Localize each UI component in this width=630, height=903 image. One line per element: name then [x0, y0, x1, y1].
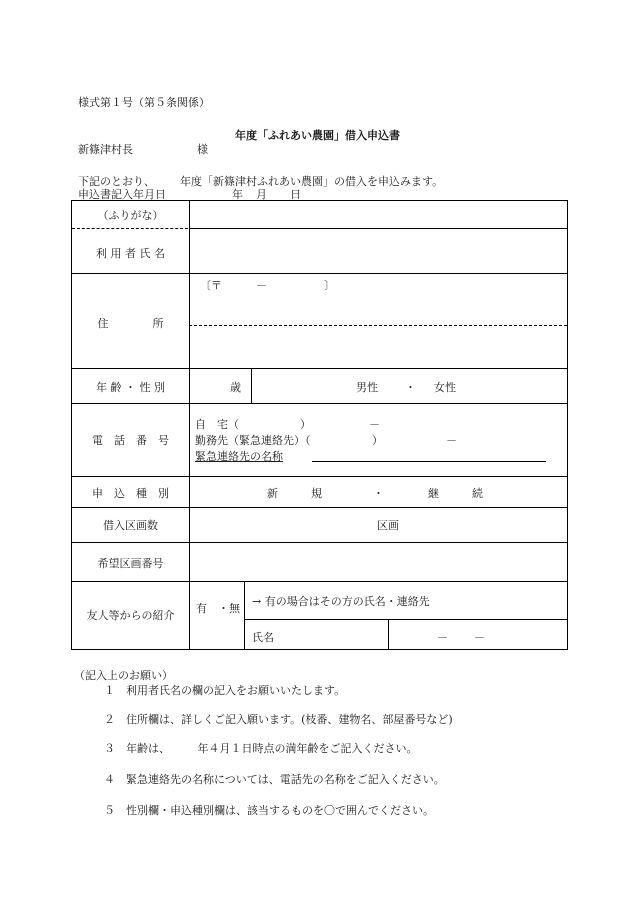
referral-divider	[244, 619, 567, 620]
type-new: 新 規	[267, 487, 322, 500]
address-divider	[189, 325, 567, 326]
row-divider	[72, 476, 567, 477]
phone-home-label: 自 宅（	[195, 418, 239, 431]
age-unit: 歳	[230, 381, 241, 394]
form-number: 様式第１号（第５条関係）	[78, 96, 210, 109]
intro-text: 年度「新篠津村ふれあい農園」の借入を申込みます。	[180, 175, 444, 188]
label-column-divider	[189, 201, 190, 649]
row-divider	[72, 273, 567, 274]
age-sex-label: 年 齢 ・ 性 別	[96, 381, 165, 394]
sex-separator: ・	[405, 381, 416, 394]
type-renewal: 継 続	[428, 487, 483, 500]
addressee: 新篠津村長	[78, 143, 133, 156]
phone-work-dash: －	[446, 434, 457, 447]
application-table	[71, 200, 568, 650]
referral-dash-2: －	[474, 631, 485, 644]
plots-count-label: 借入区画数	[103, 519, 158, 532]
desired-plot-label: 希望区画番号	[97, 557, 164, 570]
type-separator: ・	[373, 487, 384, 500]
note-item: １ 利用者氏名の欄の記入をお願いいたします。	[104, 684, 346, 697]
note-item: ３ 年齢は、 年４月１日時点の満年齢をご記入ください。	[104, 742, 418, 755]
address-label: 住 所	[97, 317, 164, 330]
row-divider	[72, 581, 567, 582]
emergency-contact-name-label: 緊急連絡先の名称	[195, 450, 283, 463]
form-title: 年度「ふれあい農園」借入申込書	[235, 129, 400, 142]
note-item: ５ 性別欄・申込種別欄は、該当するものを〇で囲んでください。	[104, 804, 434, 817]
phone-home-dash: －	[369, 418, 380, 431]
referral-choice: 有 ・無	[196, 602, 240, 615]
date-day-label: 日	[290, 188, 301, 201]
application-type-label: 申 込 種 別	[92, 487, 169, 500]
referral-label: 友人等からの紹介	[86, 609, 175, 622]
referral-note: → 有の場合はその方の氏名・連絡先	[252, 595, 430, 608]
row-divider	[72, 507, 567, 508]
referral-name-divider	[388, 619, 389, 649]
postal-dash: －	[256, 279, 267, 292]
age-divider	[251, 368, 252, 403]
row-divider	[72, 542, 567, 543]
row-divider	[72, 368, 567, 369]
note-item: ４ 緊急連絡先の名称については、電話先の名称をご記入ください。	[104, 773, 445, 786]
referral-choice-divider	[244, 581, 245, 649]
phone-work-label: 勤務先（緊急連絡先）（	[195, 434, 311, 447]
notes-title: （記入上のお願い）	[74, 669, 173, 682]
postal-open: 〔〒	[200, 279, 222, 292]
phone-label: 電 話 番 号	[92, 434, 169, 447]
referral-name-label: 氏名	[252, 631, 274, 644]
furigana-divider	[72, 228, 188, 229]
plots-unit: 区画	[377, 519, 399, 532]
addressee-honorific: 様	[197, 143, 208, 156]
sex-female: 女性	[434, 381, 456, 394]
date-year-label: 年	[232, 188, 243, 201]
row-divider	[189, 228, 567, 229]
phone-home-close: ）	[300, 418, 311, 431]
postal-close: 〕	[324, 279, 335, 292]
row-divider	[72, 403, 567, 404]
intro-lead: 下記のとおり、	[78, 175, 155, 188]
sex-male: 男性	[356, 381, 378, 394]
furigana-label: （ふりがな）	[97, 209, 164, 222]
user-name-label: 利 用 者 氏 名	[96, 247, 165, 260]
date-month-label: 月	[256, 188, 267, 201]
note-item: ２ 住所欄は、詳しくご記入願います。(枝番、建物名、部屋番号など)	[104, 713, 453, 726]
emergency-contact-line	[312, 461, 546, 462]
phone-work-close: ）	[372, 434, 383, 447]
date-label: 申込書記入年月日	[78, 188, 166, 201]
referral-dash-1: －	[437, 631, 448, 644]
